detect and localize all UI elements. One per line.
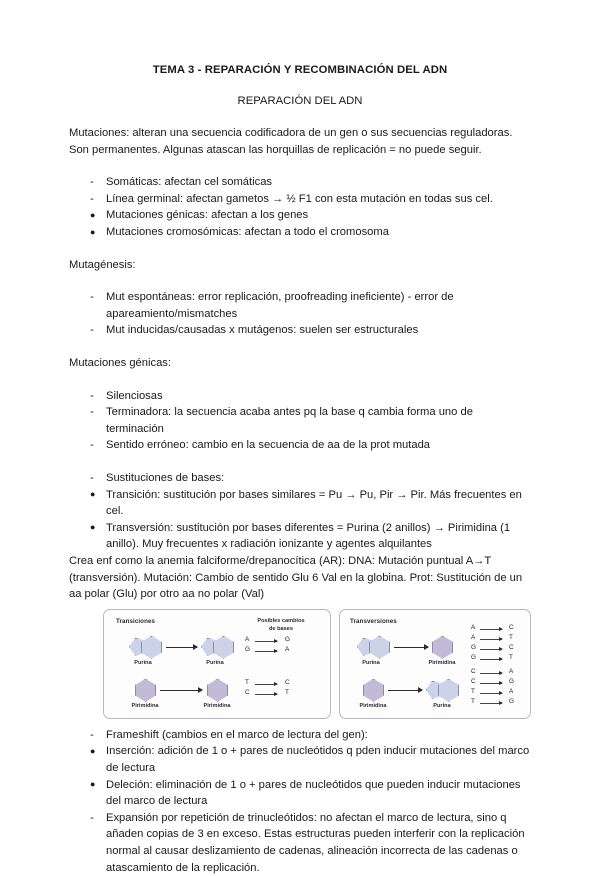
bullet-marker: ●: [90, 489, 96, 500]
purine-right-ring-source: [141, 636, 162, 659]
dash-marker: -: [90, 389, 94, 402]
list-item-label: Deleción: eliminación de 1 o + pares de nucleótidos que pueden inducir mutaciones del marco de lectura: [106, 778, 521, 808]
page-title: TEMA 3 - REPARACIÓN Y RECOMBINACIÓN DEL ADN: [152, 64, 448, 76]
list-item: [69, 191, 531, 208]
expansion-list: [69, 810, 531, 876]
list-item-label: Línea germinal: afectan gametos → ½ F1 con esta mutación en todas sus cel.: [106, 192, 493, 205]
tv-purine-target-label: Purina: [433, 702, 451, 709]
bullet-marker: ●: [90, 779, 96, 790]
list-item-label: Mut inducidas/causadas x mutágenos: suelen ser estructurales: [106, 324, 419, 337]
tv-change-to-c-1: C: [509, 623, 514, 631]
dash-marker: -: [90, 406, 94, 419]
transversion-arrow-pyrimidine: [388, 690, 422, 691]
change-arrow-c-t: [255, 694, 277, 695]
list-item: [69, 437, 531, 454]
possible-changes-header-line1: Posibles cambios: [257, 617, 305, 624]
purine-target-label: Purina: [206, 659, 224, 666]
list-item-label: Mut espontáneas: error replicación, proofreading ineficiente) - error de apareamiento/mismatches: [106, 291, 454, 320]
list-item-label: Frameshift (cambios en el marco de lectura del gen):: [106, 728, 368, 741]
transitions-transversions-diagram: [103, 609, 531, 721]
list-item-label: Silenciosas: [106, 389, 163, 402]
transition-arrow-pyrimidine: [160, 690, 202, 691]
list-item-label: Expansión por repetición de trinucleótidos: no afectan el marco de lectura, sino q añaden copias de 3 en exceso. Estas estructuras pueden interferir con la replicación normal al causar deslizamiento de cadenas, alineación incorrecta de las cadenas o atascamiento de la replicación.: [106, 811, 525, 874]
tv-pyrimidine-source-label: Pirimidina: [359, 702, 387, 709]
change-from-c: C: [245, 688, 250, 696]
tv-change-arrow-g-t: [480, 659, 502, 660]
pyrimidine-target-label: Pirimidina: [203, 702, 231, 709]
change-to-g: G: [285, 635, 290, 643]
tv-change-to-c-2: C: [509, 643, 514, 651]
mutagenesis-list: [69, 289, 531, 339]
tv-change-from-c-1: C: [471, 667, 476, 675]
change-arrow-t-c: [255, 684, 277, 685]
pyrimidine-ring-target: [207, 679, 228, 702]
transversions-title: Transversiones: [350, 617, 397, 625]
tv-change-arrow-c-a: [480, 673, 502, 674]
tv-change-from-t-1: T: [471, 687, 475, 695]
tv-purine-right-ring-target: [438, 679, 459, 702]
transition-arrow-purine: [166, 647, 197, 648]
list-item-label: Transición: sustitución por bases similares = Pu → Pu, Pir → Pir. Más frecuentes en cel.: [106, 488, 522, 518]
sickle-cell-paragraph: Crea enf como la anemia falciforme/drepanocítica (AR): DNA: Mutación puntual A→T (transversión). Mutación: Cambio de sentido Glu 6 Val en la globina. Prot: Sustitución de un aa polar (Glu) por otro aa no polar (Val): [69, 554, 523, 601]
tv-purine-source-label: Purina: [362, 659, 380, 666]
dash-marker: -: [90, 291, 94, 304]
list-item: [69, 207, 531, 224]
list-item: [69, 174, 531, 191]
tv-pyrimidine-ring-target: [432, 636, 453, 659]
tv-change-arrow-a-c: [480, 629, 502, 630]
bullet-marker: ●: [90, 226, 96, 237]
list-item: [69, 777, 531, 810]
change-arrow-a-g: [255, 641, 277, 642]
tv-change-to-g-2: G: [509, 697, 514, 705]
tv-pyrimidine-target-label: Pirimidina: [428, 659, 456, 666]
tv-change-to-a-2: A: [509, 687, 514, 695]
mutagenesis-heading: Mutagénesis:: [69, 258, 136, 271]
list-item-label: Terminadora: la secuencia acaba antes pq la base q cambia forma uno de terminación: [106, 406, 473, 435]
change-to-c: C: [285, 678, 290, 686]
intro-paragraph: Mutaciones: alteran una secuencia codificadora de un gen o sus secuencias reguladoras. Son permanentes. Algunas atascan las horquillas de replicación = no puede seguir.: [69, 127, 513, 156]
tv-purine-right-ring: [369, 636, 390, 659]
list-item: [69, 810, 531, 876]
change-from-a: A: [245, 635, 250, 643]
list-item-label: Somáticas: afectan cel somáticas: [106, 176, 273, 189]
list-item-label: Mutaciones génicas: afectan a los genes: [106, 209, 309, 222]
change-arrow-g-a: [255, 651, 277, 652]
list-item: [69, 727, 531, 744]
list-item-label: Sustituciones de bases:: [106, 472, 225, 484]
bullet-marker: ●: [90, 209, 96, 220]
bullet-marker: ●: [90, 522, 96, 533]
frameshift-list: [69, 727, 531, 744]
dash-marker: -: [90, 324, 94, 337]
list-item-label: Transversión: sustitución por bases diferentes = Purina (2 anillos) → Pirimidina (1 anillo). Muy frecuentes x radiación ionizante y agentes alquilantes: [106, 521, 511, 551]
tv-change-from-t-2: T: [471, 697, 475, 705]
pyrimidine-ring-source: [135, 679, 156, 702]
mutation-types-list: [69, 174, 531, 207]
dash-marker: -: [90, 176, 94, 189]
germinal-sublist: [69, 207, 531, 240]
tv-change-arrow-t-a: [480, 693, 502, 694]
tv-change-arrow-g-c: [480, 649, 502, 650]
tv-change-to-t-2: T: [509, 653, 513, 661]
document-content: [69, 64, 531, 876]
transversions-panel: [339, 609, 531, 719]
dash-marker: -: [90, 728, 94, 741]
change-to-a: A: [285, 645, 290, 653]
list-item: [69, 289, 531, 322]
list-item: [69, 404, 531, 437]
tv-change-arrow-c-g: [480, 683, 502, 684]
transitions-title: Transiciones: [116, 617, 156, 625]
list-item: [69, 322, 531, 339]
possible-changes-header-line2: de bases: [269, 625, 293, 632]
list-item-label: Sentido erróneo: cambio en la secuencia de aa de la prot mutada: [106, 439, 431, 452]
pyrimidine-source-label: Pirimidina: [131, 702, 159, 709]
tv-change-from-a-1: A: [471, 623, 476, 631]
tv-change-from-g-1: G: [471, 643, 476, 651]
list-item: [69, 470, 531, 487]
bullet-marker: ●: [90, 745, 96, 756]
list-item: [69, 520, 531, 553]
tv-change-from-g-2: G: [471, 653, 476, 661]
purine-right-ring-target: [213, 636, 234, 659]
dash-marker: -: [90, 472, 94, 484]
purine-source-label: Purina: [134, 659, 152, 666]
tv-change-from-c-2: C: [471, 677, 476, 685]
list-item: [69, 388, 531, 405]
tv-pyrimidine-ring-source: [363, 679, 384, 702]
list-item: [69, 487, 531, 520]
change-to-t: T: [285, 688, 289, 696]
frameshift-sublist: [69, 743, 531, 809]
transversion-arrow-purine: [394, 647, 428, 648]
list-item-label: Inserción: adición de 1 o + pares de nucleótidos q pden inducir mutaciones del marco de lectura: [106, 745, 530, 774]
tv-change-from-a-2: A: [471, 633, 476, 641]
tv-change-arrow-a-t: [480, 639, 502, 640]
list-item: [69, 224, 531, 241]
change-from-g: G: [245, 645, 250, 653]
tv-change-arrow-t-g: [480, 703, 502, 704]
tv-change-to-t-1: T: [509, 633, 513, 641]
tv-change-to-a-1: A: [509, 667, 514, 675]
transitions-panel: [103, 609, 331, 719]
genic-mutations-heading: Mutaciones génicas:: [69, 357, 171, 370]
dash-marker: -: [90, 811, 94, 824]
change-from-t: T: [245, 678, 249, 686]
substitutions-sublist: [69, 487, 531, 553]
tv-change-to-g-1: G: [509, 677, 514, 685]
substitutions-list: [69, 470, 531, 487]
genic-mutations-list: [69, 388, 531, 454]
list-item: [69, 743, 531, 776]
dash-marker: -: [90, 192, 94, 205]
spacer: [69, 454, 531, 470]
page-subtitle: REPARACIÓN DEL ADN: [237, 94, 363, 107]
list-item-label: Mutaciones cromosómicas: afectan a todo el cromosoma: [106, 226, 389, 239]
dash-marker: -: [90, 439, 94, 452]
